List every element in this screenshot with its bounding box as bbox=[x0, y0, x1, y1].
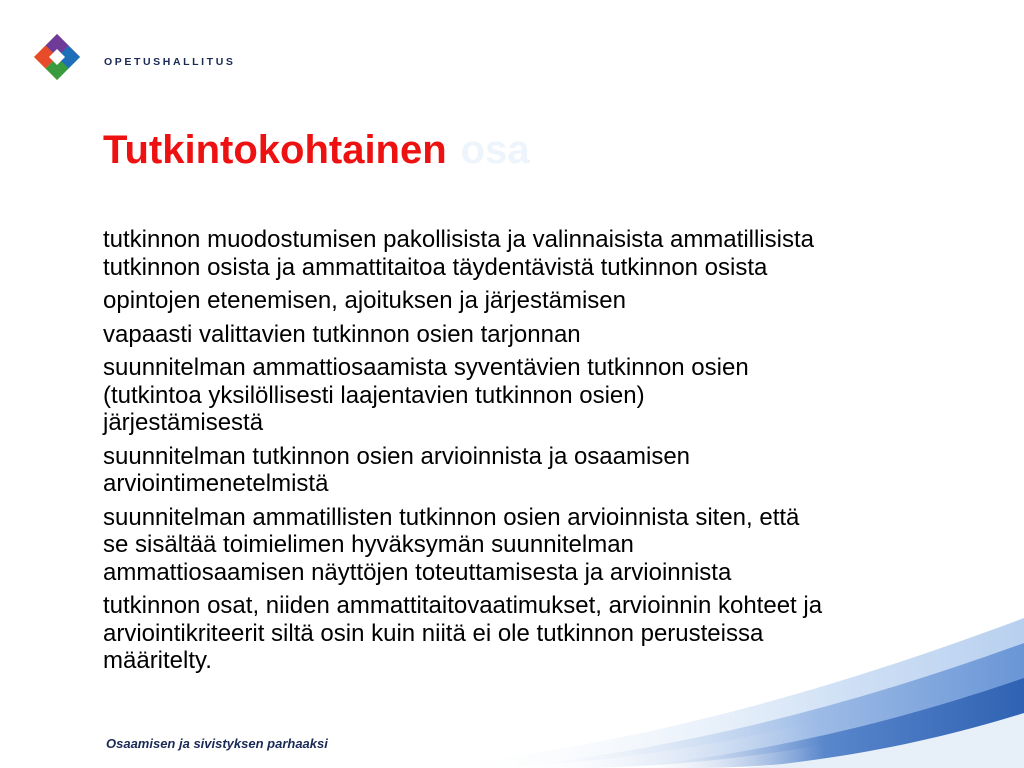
list-item bbox=[103, 226, 983, 281]
list-item bbox=[103, 321, 983, 349]
list-item bbox=[103, 443, 983, 498]
list-item-line: suunnitelman ammatillisten tutkinnon osien arvioinnista siten, että bbox=[103, 503, 800, 531]
list-item-line: arviointikriteerit siltä osin kuin niitä ei ole tutkinnon perusteissa bbox=[103, 619, 764, 647]
list-item-line: (tutkintoa yksilöllisesti laajentavien tutkinnon osien) bbox=[103, 381, 645, 409]
list-item-line: järjestämisestä bbox=[103, 409, 264, 436]
list-item-line: tutkinnon muodostumisen pakollisista ja valinnaisista ammatillisista bbox=[103, 226, 814, 253]
list-item bbox=[103, 504, 983, 587]
list-item bbox=[103, 354, 983, 437]
org-name: OPETUSHALLITUS bbox=[104, 56, 236, 68]
list-item-line: suunnitelman tutkinnon osien arvioinnista ja osaamisen bbox=[103, 442, 691, 470]
list-item-line: ammattiosaamisen näyttöjen toteuttamisesta ja arvioinnista bbox=[103, 558, 732, 586]
slide-title bbox=[103, 128, 530, 172]
slide-title-main: Tutkintokohtainen bbox=[103, 128, 447, 172]
list-item-line: tutkinnon osista ja ammattitaitoa täydentävistä tutkinnon osista bbox=[103, 253, 768, 281]
decorative-wave-graphic bbox=[424, 598, 1024, 768]
list-item-line: se sisältää toimielimen hyväksymän suunnitelman bbox=[103, 531, 634, 558]
opetushallitus-logo-icon bbox=[34, 34, 80, 80]
list-item-line: määritelty. bbox=[103, 647, 212, 674]
list-item-line: tutkinnon osat, niiden ammattitaitovaatimukset, arvioinnin kohteet ja bbox=[103, 592, 823, 619]
footer-slogan: Osaamisen ja sivistyksen parhaaksi bbox=[106, 736, 328, 751]
list-item-line: opintojen etenemisen, ajoituksen ja järjestämisen bbox=[103, 287, 626, 314]
list-item-line: vapaasti valittavien tutkinnon osien tarjonnan bbox=[103, 320, 581, 348]
list-item-line: suunnitelman ammattiosaamista syventävien tutkinnon osien bbox=[103, 354, 749, 381]
slide-title-faded: osa bbox=[460, 128, 530, 172]
list-item bbox=[103, 287, 983, 315]
list-item-line: arviointimenetelmistä bbox=[103, 470, 329, 497]
